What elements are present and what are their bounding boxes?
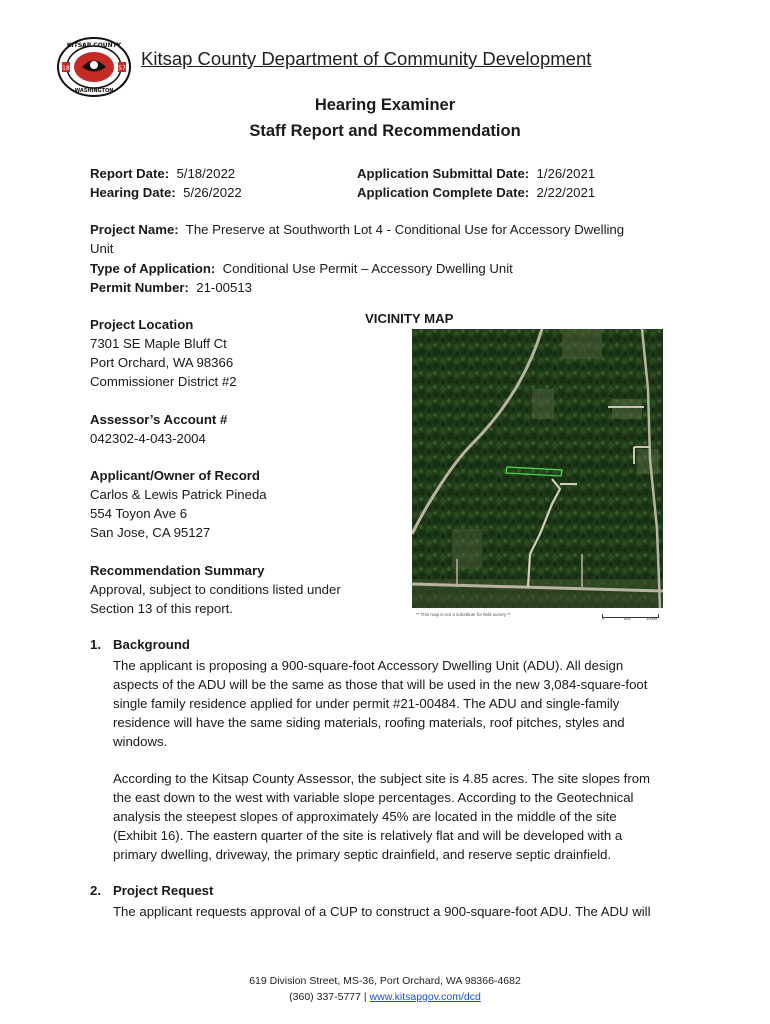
permit-number-value: 21-00513 <box>196 280 252 295</box>
submittal-date-label: Application Submittal Date: <box>357 166 530 181</box>
paragraph-line: the east down to the west with variable slope percentages. According to the Geotechnical <box>113 790 634 805</box>
location-street: 7301 SE Maple Bluff Ct <box>90 336 227 351</box>
applicant-street: 554 Toyon Ave 6 <box>90 506 188 521</box>
project-name-value: The Preserve at Southworth Lot 4 - Conditional Use for Accessory Dwelling <box>185 222 625 237</box>
section-1-paragraph-2 <box>113 769 683 864</box>
paragraph-line: The applicant is proposing a 900-square-foot Accessory Dwelling Unit (ADU). All design <box>113 658 624 673</box>
map-disclaimer: ** This map is not a substitute for field survey ** <box>416 612 511 617</box>
applicant-name: Carlos & Lewis Patrick Pineda <box>90 487 267 502</box>
report-title-line1: Hearing Examiner <box>314 96 456 114</box>
applicant-heading: Applicant/Owner of Record <box>90 468 260 483</box>
application-type-value: Conditional Use Permit – Accessory Dwelling Unit <box>222 261 513 276</box>
report-date-value: 5/18/2022 <box>176 166 236 181</box>
seal-left-year: 18 <box>62 65 70 72</box>
section-2-title: Project Request <box>113 883 214 898</box>
section-1-paragraph-1 <box>113 656 683 751</box>
vicinity-map-image <box>412 329 663 608</box>
commissioner-district: Commissioner District #2 <box>90 374 237 389</box>
report-date-row <box>90 164 235 183</box>
seal-right-year: 57 <box>118 65 126 72</box>
recommendation-line2: Section 13 of this report. <box>90 601 233 616</box>
footer-website-link[interactable]: www.kitsapgov.com/dcd <box>369 991 481 1003</box>
seal-bottom-text: WASHINGTON <box>74 88 114 94</box>
application-type-row <box>90 259 513 278</box>
section-2-number: 2. <box>90 883 101 898</box>
report-title-line2: Staff Report and Recommendation <box>249 122 521 140</box>
submittal-date-value: 1/26/2021 <box>536 166 596 181</box>
complete-date-label: Application Complete Date: <box>357 185 530 200</box>
map-scale-mid: 500 <box>624 616 631 621</box>
submittal-date-row <box>357 164 595 183</box>
hearing-date-row <box>90 183 242 202</box>
applicant-city: San Jose, CA 95127 <box>90 525 211 540</box>
vicinity-map-title: VICINITY MAP <box>365 311 454 326</box>
section-2-paragraph-1 <box>113 902 683 921</box>
complete-date-row <box>357 183 595 202</box>
map-footer <box>412 611 663 623</box>
map-scale-end: 1000ft <box>646 616 658 621</box>
permit-number-row <box>90 278 252 297</box>
footer-phone: (360) 337-5777 | <box>289 991 367 1003</box>
paragraph-line: (Exhibit 16). The eastern quarter of the site is relatively flat and will be developed with a <box>113 828 623 843</box>
seal-top-text: KITSAP COUNTY <box>66 42 122 49</box>
paragraph-line: analysis the steepest slopes of approximately 45% are located in the middle of the site <box>113 809 617 824</box>
paragraph-line: According to the Kitsap County Assessor, the subject site is 4.85 acres. The site slopes from <box>113 771 651 786</box>
project-name-row <box>90 220 624 239</box>
section-1-title: Background <box>113 637 190 652</box>
map-scale-zero: 0 <box>602 616 605 621</box>
permit-number-label: Permit Number: <box>90 280 189 295</box>
assessor-account-number: 042302-4-043-2004 <box>90 431 206 446</box>
footer-address: 619 Division Street, MS-36, Port Orchard, WA 98366-4682 <box>249 975 521 987</box>
project-name-label: Project Name: <box>90 222 179 237</box>
paragraph-line: aspects of the ADU will be the same as those that will be used in the new 3,084-square-foot <box>113 677 648 692</box>
assessor-heading: Assessor’s Account # <box>90 412 228 427</box>
report-date-label: Report Date: <box>90 166 170 181</box>
hearing-date-value: 5/26/2022 <box>183 185 242 200</box>
paragraph-line: windows. <box>113 734 168 749</box>
application-type-label: Type of Application: <box>90 261 216 276</box>
location-city: Port Orchard, WA 98366 <box>90 355 234 370</box>
department-name: Kitsap County Department of Community Development <box>141 48 592 69</box>
paragraph-line: residence will have the same siding materials, roofing materials, roof pitches, styles and <box>113 715 625 730</box>
paragraph-line: single family residence applied for under permit #21-00484. The ADU and single-family <box>113 696 620 711</box>
project-name-continued: Unit <box>90 241 114 256</box>
recommendation-line1: Approval, subject to conditions listed under <box>90 582 341 597</box>
complete-date-value: 2/22/2021 <box>536 185 596 200</box>
project-location-heading: Project Location <box>90 317 194 332</box>
section-1-number: 1. <box>90 637 101 652</box>
hearing-date-label: Hearing Date: <box>90 185 176 200</box>
footer-contact <box>0 991 770 1003</box>
recommendation-heading: Recommendation Summary <box>90 563 265 578</box>
paragraph-line: primary dwelling, driveway, the primary septic drainfield, and reserve septic drainfield. <box>113 847 612 862</box>
county-seal-logo <box>56 36 132 98</box>
paragraph-line: The applicant requests approval of a CUP to construct a 900-square-foot ADU. The ADU will <box>113 904 651 919</box>
